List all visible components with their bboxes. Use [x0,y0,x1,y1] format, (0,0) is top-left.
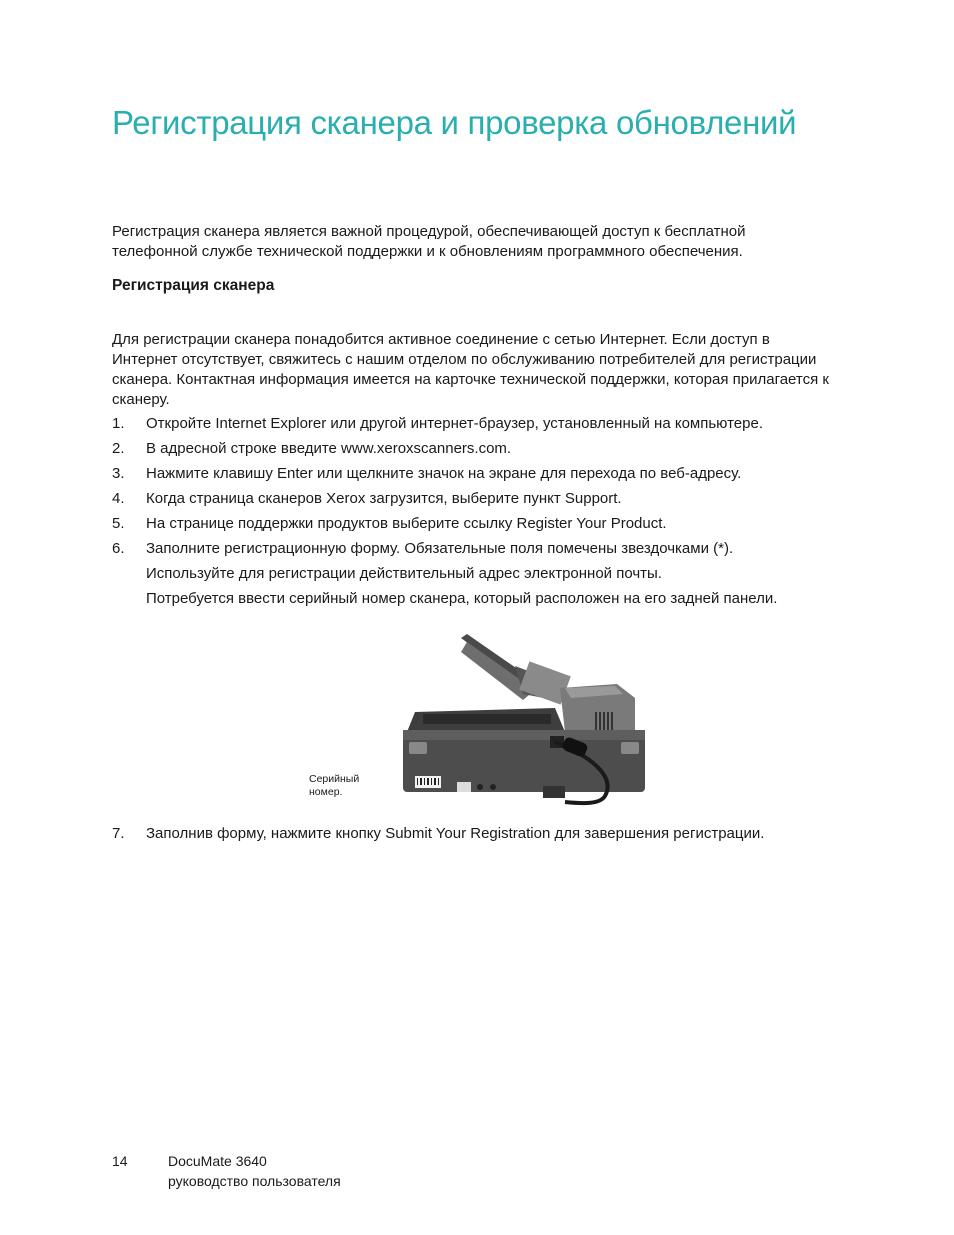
list-item [112,514,852,539]
step-note: Потребуется ввести серийный номер сканера, который расположен на его задней панели. [146,590,778,607]
callout-line: Серийный [309,773,360,785]
step-text: Нажмите клавишу Enter или щелкните значок на экране для перехода по веб-адресу. [146,465,742,482]
step-text: На странице поддержки продуктов выберите ссылку Register Your Product. [146,515,667,532]
step-text: Когда страница сканеров Xerox загрузится, выберите пункт Support. [146,490,622,507]
footer-doc-type: руководство пользователя [168,1173,341,1189]
list-item [112,464,852,489]
step-number: 4. [112,490,125,507]
steps-list [112,414,852,614]
list-item [112,489,852,514]
step-number: 6. [112,540,125,557]
page-title: Регистрация сканера и проверка обновлений [112,104,797,141]
step-number: 1. [112,415,125,432]
step-text: Заполните регистрационную форму. Обязательные поля помечены звездочками (*). [146,540,734,557]
step-text: В адресной строке введите www.xeroxscanners.com. [146,440,512,457]
step-note: Используйте для регистрации действительный адрес электронной почты. [146,565,662,582]
section-paragraph: Для регистрации сканера понадобится активное соединение с сетью Интернет. Если доступ в Интернет отсутствует, свяжитесь с нашим отделом по обслуживанию потребителей для регистрации сканера. Контактная информация имеется на карточке технической поддержки, которая прилагается к сканеру. [112,331,829,408]
step-number: 3. [112,465,125,482]
list-item [112,414,852,439]
step-text: Заполнив форму, нажмите кнопку Submit Your Registration для завершения регистрации. [146,825,765,842]
serial-number-callout [309,773,389,799]
step-number: 7. [112,825,125,842]
step-number: 5. [112,515,125,532]
footer-product: DocuMate 3640 [168,1153,267,1169]
section-heading: Регистрация сканера [112,277,275,294]
list-item [112,439,852,464]
list-item [112,539,852,564]
step-number: 2. [112,440,125,457]
step-text: Откройте Internet Explorer или другой интернет-браузер, установленный на компьютере. [146,415,763,432]
page-number: 14 [112,1153,128,1169]
intro-paragraph: Регистрация сканера является важной процедурой, обеспечивающей доступ к бесплатной телефонной службе технической поддержки и к обновлениям программного обеспечения. [112,223,746,260]
footer-document-info [168,1151,341,1191]
scanner-illustration [395,628,655,808]
callout-line: номер. [309,786,343,798]
